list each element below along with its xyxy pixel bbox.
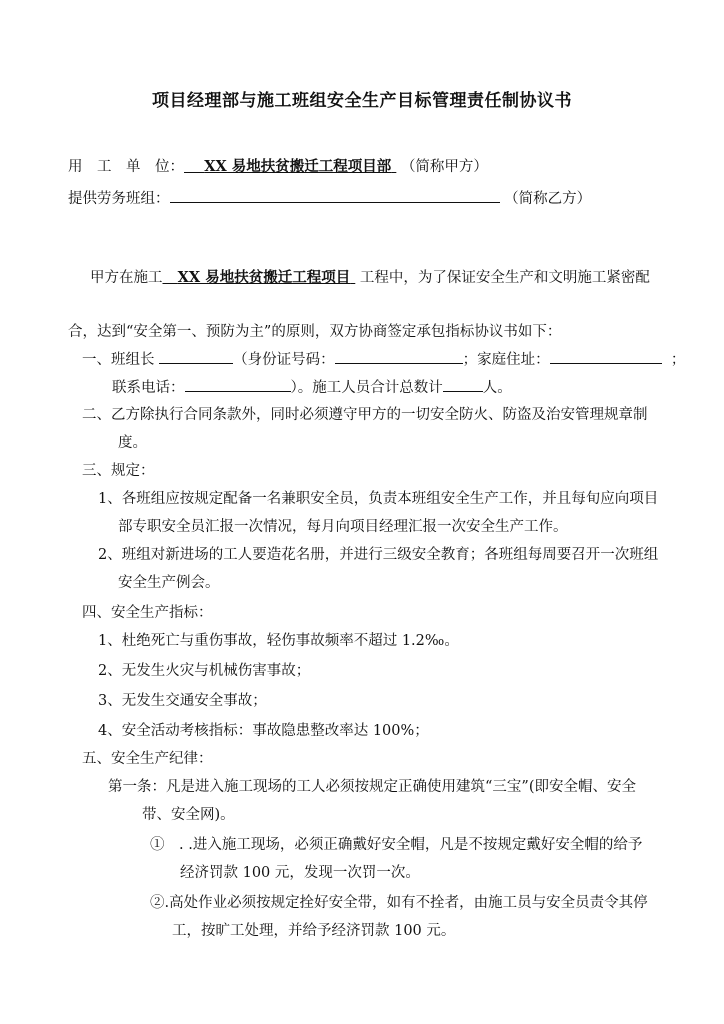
item-2-line-1: ②.高处作业必须按规定拴好安全带，如有不拴者，由施工员与安全员责令其停 xyxy=(150,895,648,911)
intro-line-2: 合，达到“安全第一、预防为主”的原则，双方协商签定承包指标协议书如下： xyxy=(68,324,562,340)
section-2-line-1: 二、乙方除执行合同条款外，同时必须遵守甲方的一切安全防火、防盗及治安管理规章制 xyxy=(82,407,648,423)
section-1-line-2 xyxy=(112,377,512,398)
item-2-line-2: 工，按旷工处理，并给予经济罚款 100 元。 xyxy=(172,923,456,939)
employer-label: 用 工 单 位： xyxy=(68,159,184,175)
team-leader-blank xyxy=(159,349,233,364)
intro-post: 工程中，为了保证安全生产和文明施工紧密配 xyxy=(359,270,650,286)
indicator-4: 4、安全活动考核指标：事故隐患整改率达 100%； xyxy=(98,723,429,739)
section-5-heading: 五、安全生产纪律： xyxy=(82,751,213,767)
party-b-suffix: （简称乙方） xyxy=(504,191,592,207)
intro-line-1 xyxy=(90,268,650,288)
home-address-end: ； xyxy=(670,352,686,368)
section-3-heading: 三、规定： xyxy=(82,463,155,479)
indicator-1: 1、杜绝死亡与重伤事故，轻伤事故频率不超过 1.2‰。 xyxy=(98,633,459,649)
home-address-blank xyxy=(550,349,662,364)
rule-1-line-2: 部专职安全员汇报一次情况，每月向项目经理汇报一次安全生产工作。 xyxy=(118,519,568,535)
phone-label: 联系电话： xyxy=(112,380,185,396)
item-1-line-2: 经济罚款 100 元，发现一次罚一次。 xyxy=(180,865,420,881)
rule-2-line-2: 安全生产例会。 xyxy=(118,575,220,591)
team-leader-label: 一、班组长 xyxy=(82,352,155,368)
home-address-label: ；家庭住址： xyxy=(462,352,550,368)
article-1-line-2: 带、安全网)。 xyxy=(142,807,235,823)
document-title: 项目经理部与施工班组安全生产目标管理责任制协议书 xyxy=(152,91,572,111)
item-1-line-1: ① . .进入施工现场，必须正确戴好安全帽，凡是不按规定戴好安全帽的给予 xyxy=(150,837,643,853)
worker-total-label: ）。施工人员合计总数计 xyxy=(290,380,443,396)
worker-unit: 人。 xyxy=(482,380,512,396)
section-4-heading: 四、安全生产指标： xyxy=(82,605,213,621)
article-1-line-1: 第一条：凡是进入施工现场的工人必须按规定正确使用建筑“三宝”(即安全帽、安全 xyxy=(108,779,636,795)
section-2-line-2: 度。 xyxy=(118,435,147,451)
party-a-suffix: （简称甲方） xyxy=(400,159,488,175)
indicator-2: 2、无发生火灾与机械伤害事故； xyxy=(98,663,311,679)
section-1-line-1 xyxy=(82,349,685,370)
worker-total-blank xyxy=(443,377,483,392)
indicator-3: 3、无发生交通安全事故； xyxy=(98,693,267,709)
id-number-label: （身份证号码： xyxy=(233,352,335,368)
rule-2-line-1: 2、班组对新进场的工人要造花名册，并进行三级安全教育；各班组每周要召开一次班组 xyxy=(98,547,659,563)
phone-blank xyxy=(185,377,291,392)
labor-row xyxy=(68,188,591,209)
employer-name: XX 易地扶贫搬迁工程项目部 xyxy=(204,158,392,175)
intro-project: XX 易地扶贫搬迁工程项目 xyxy=(177,269,351,286)
labor-label: 提供劳务班组： xyxy=(68,191,170,207)
id-number-blank xyxy=(335,349,463,364)
employer-row xyxy=(68,157,488,177)
rule-1-line-1: 1、各班组应按规定配备一名兼职安全员，负责本班组安全生产工作，并且每旬应向项目 xyxy=(98,491,659,507)
intro-pre: 甲方在施工 xyxy=(90,270,163,286)
labor-blank xyxy=(170,188,500,203)
